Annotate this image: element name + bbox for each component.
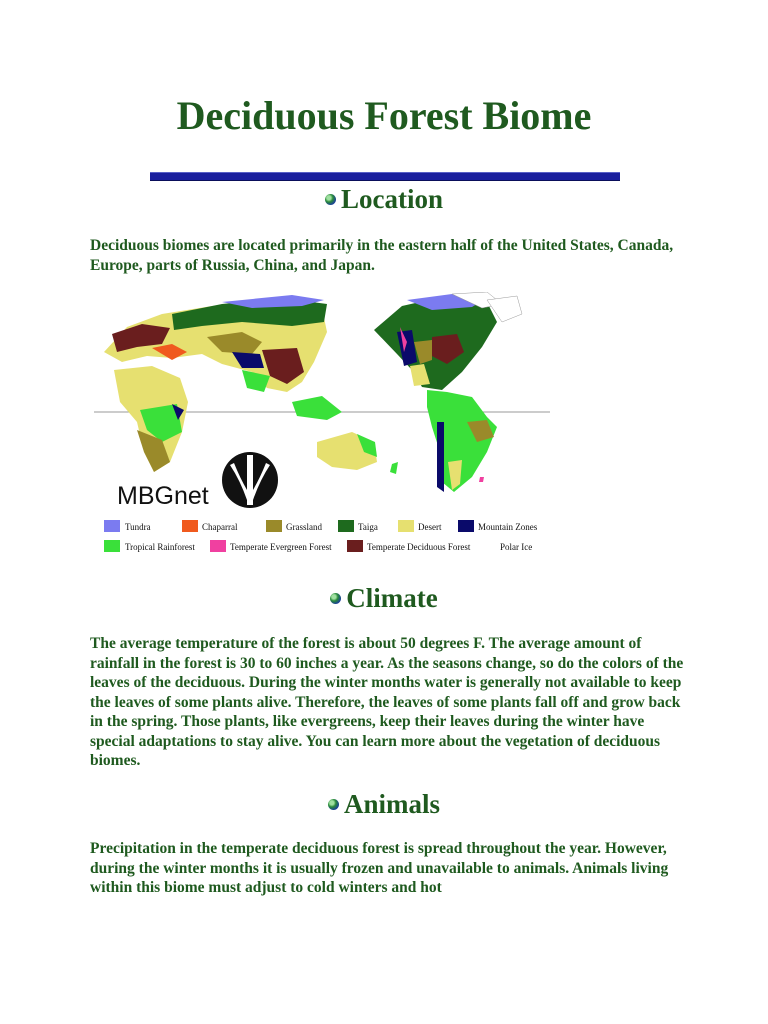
svg-text:Grassland: Grassland (286, 522, 322, 532)
legend-grassland (266, 520, 322, 532)
svg-text:Taiga: Taiga (358, 522, 378, 532)
legend-tundra (104, 520, 151, 532)
svg-text:Tundra: Tundra (125, 522, 151, 532)
legend-chaparral (182, 520, 238, 532)
globe-icon (325, 194, 336, 205)
svg-text:Mountain Zones: Mountain Zones (478, 522, 538, 532)
legend-polar-ice (500, 542, 532, 552)
legend-taiga (338, 520, 378, 532)
animals-paragraph: Precipitation in the temperate deciduous forest is spread throughout the year. However, during the winter months it is usually frozen and unavailable to animals. Animals living within this biome must adjust to cold winters and hot (90, 840, 669, 896)
horizontal-rule (150, 172, 620, 181)
svg-text:Polar Ice: Polar Ice (500, 542, 533, 552)
svg-text:Desert: Desert (418, 522, 442, 532)
section-heading-climate: Climate (0, 583, 768, 614)
legend-temperate-evergreen-forest (210, 540, 332, 552)
svg-text:Tropical Rainforest: Tropical Rainforest (125, 542, 195, 552)
globe-icon (328, 799, 339, 810)
mbgnet-logo-text: MBGnet (117, 482, 209, 510)
biome-map (92, 292, 552, 560)
svg-text:Temperate Deciduous Forest: Temperate Deciduous Forest (367, 542, 471, 552)
section-heading-animals: Animals (0, 789, 768, 820)
location-paragraph: Deciduous biomes are located primarily in the eastern half of the United States, Canada, Europe, parts of Russia, China, and Japan. (90, 237, 674, 274)
legend-mountain-zones (458, 520, 538, 532)
svg-text:Chaparral: Chaparral (202, 522, 238, 532)
map-legend (104, 520, 538, 552)
legend-temperate-deciduous-forest (347, 540, 471, 552)
svg-text:Temperate Evergreen Forest: Temperate Evergreen Forest (230, 542, 332, 552)
climate-paragraph: The average temperature of the forest is about 50 degrees F. The average amount of rainfall in the forest is 30 to 60 inches a year. As the seasons change, so do the colors of the leaves of the deciduous. During the winter months water is generally not available to keep the leaves of some plants alive. Therefore, the leaves of some plants fall off and grow back in the spring. Those plants, like evergreens, keep their leaves during the winter have special adaptations to stay alive. You can learn more about the vegetation of deciduous biomes. (90, 635, 684, 769)
page-title: Deciduous Forest Biome (176, 93, 592, 138)
mbgnet-logo-icon (222, 452, 278, 508)
legend-desert (398, 520, 442, 532)
legend-tropical-rainforest (104, 540, 195, 552)
section-heading-location: Location (0, 184, 768, 215)
globe-icon (330, 593, 341, 604)
